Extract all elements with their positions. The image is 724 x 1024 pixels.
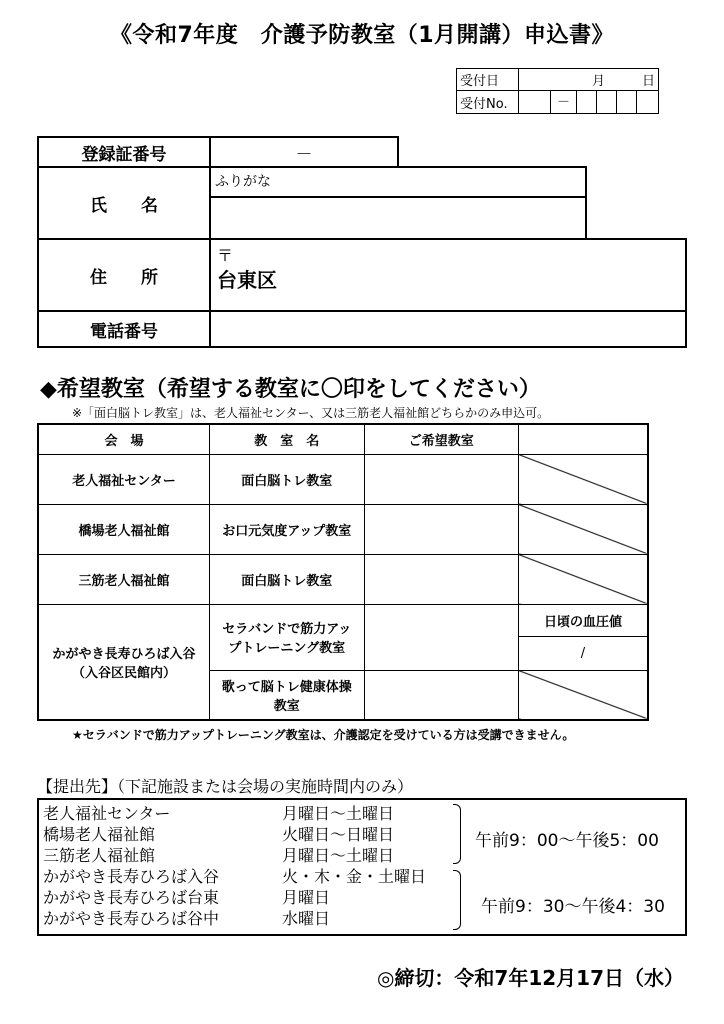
submit-box — [37, 798, 687, 936]
facility-name: かがやき長寿ひろば入谷 — [43, 867, 220, 886]
address-ward: 台東区 — [217, 268, 277, 292]
header-preferred: ご希望教室 — [364, 424, 518, 454]
facility-days-item: 火曜日～日曜日 — [282, 825, 395, 844]
day-label: 日 — [641, 74, 655, 89]
postal-mark: 〒 — [217, 246, 234, 265]
header-venue: 会 場 — [38, 424, 209, 454]
class-cell: 面白脳トレ教室 — [209, 454, 364, 504]
table-row — [38, 604, 648, 636]
name-label: 氏 名 — [37, 166, 211, 240]
diagonal-cell — [518, 454, 648, 504]
venue-cell: 三筋老人福祉館 — [38, 554, 209, 604]
preference-cell[interactable] — [364, 604, 518, 670]
header-class-name: 教 室 名 — [209, 424, 364, 454]
address-label: 住 所 — [37, 238, 211, 312]
reception-box — [456, 68, 659, 114]
deadline: ◎締切：令和7年12月17日（水） — [376, 966, 684, 990]
reception-no-dash: － — [551, 91, 577, 113]
form-title: 《令和7年度 介護予防教室（1月開講）申込書》 — [109, 23, 615, 48]
preference-cell[interactable] — [364, 554, 518, 604]
registration-number-label: 登録証番号 — [37, 136, 211, 168]
hours-group-1: 午前9：00～午後5：00 — [475, 831, 659, 851]
address-field[interactable] — [209, 238, 687, 312]
facility-days — [282, 803, 426, 929]
blood-pressure-field[interactable]: / — [518, 636, 648, 670]
facility-name: 橋場老人福祉館 — [43, 825, 156, 844]
facility-name: かがやき長寿ひろば谷中 — [43, 909, 220, 928]
class-table — [37, 423, 649, 721]
facility-name: かがやき長寿ひろば台東 — [43, 888, 220, 907]
registration-number-field[interactable]: － — [209, 136, 399, 168]
month-label: 月 — [592, 74, 606, 89]
class-cell: お口元気度アップ教室 — [209, 504, 364, 554]
furigana-field[interactable] — [209, 166, 587, 198]
facility-name: 老人福祉センター — [43, 804, 171, 823]
table-row — [38, 554, 648, 604]
reception-no-field[interactable] — [519, 91, 659, 114]
reception-no-label: 受付No. — [457, 91, 519, 114]
facility-days-item: 水曜日 — [282, 909, 331, 928]
venue-cell: かがやき長寿ひろば入谷（入谷区民館内） — [38, 604, 209, 720]
header-blank — [518, 424, 648, 454]
furigana-label: ふりがな — [215, 174, 271, 190]
section-heading: ◆希望教室（希望する教室に〇印をしてください） — [40, 377, 541, 402]
reception-date-label: 受付日 — [457, 69, 519, 91]
brace-icon — [453, 804, 461, 864]
facility-days-item: 月曜日～土曜日 — [282, 804, 395, 823]
preference-cell[interactable] — [364, 504, 518, 554]
diagonal-cell — [518, 504, 648, 554]
phone-label: 電話番号 — [37, 310, 211, 348]
diagonal-cell — [518, 670, 648, 720]
preference-cell[interactable] — [364, 670, 518, 720]
class-cell: 面白脳トレ教室 — [209, 554, 364, 604]
phone-field[interactable] — [209, 310, 687, 348]
venue-cell: 老人福祉センター — [38, 454, 209, 504]
blood-pressure-label: 日頃の血圧値 — [518, 604, 648, 636]
preference-cell[interactable] — [364, 454, 518, 504]
section-note: ※「面白脳トレ教室」は、老人福祉センター、又は三筋老人福祉館どちらかのみ申込可。 — [72, 406, 550, 420]
class-cell: セラバンドで筋力アップトレーニング教室 — [209, 604, 364, 670]
facility-days-item: 月曜日～土曜日 — [282, 846, 395, 865]
facility-days-item: 火・木・金・土曜日 — [282, 867, 427, 886]
diagonal-cell — [518, 554, 648, 604]
name-field[interactable] — [209, 196, 587, 240]
brace-icon — [453, 870, 461, 930]
facility-name: 三筋老人福祉館 — [43, 846, 156, 865]
hours-group-2: 午前9：30～午後4：30 — [481, 897, 665, 917]
applicant-table — [37, 136, 687, 348]
theraband-note: ★セラバンドで筋力アップトレーニング教室は、介護認定を受けている方は受講できません。 — [72, 728, 575, 742]
class-cell: 歌って脳トレ健康体操教室 — [209, 670, 364, 720]
facility-days-item: 月曜日 — [282, 888, 331, 907]
table-row — [38, 504, 648, 554]
facility-names — [43, 803, 219, 929]
venue-cell: 橋場老人福祉館 — [38, 504, 209, 554]
reception-date-field[interactable] — [519, 69, 659, 91]
table-row — [38, 454, 648, 504]
submit-heading: 【提出先】（下記施設または会場の実施時間内のみ） — [37, 777, 414, 796]
